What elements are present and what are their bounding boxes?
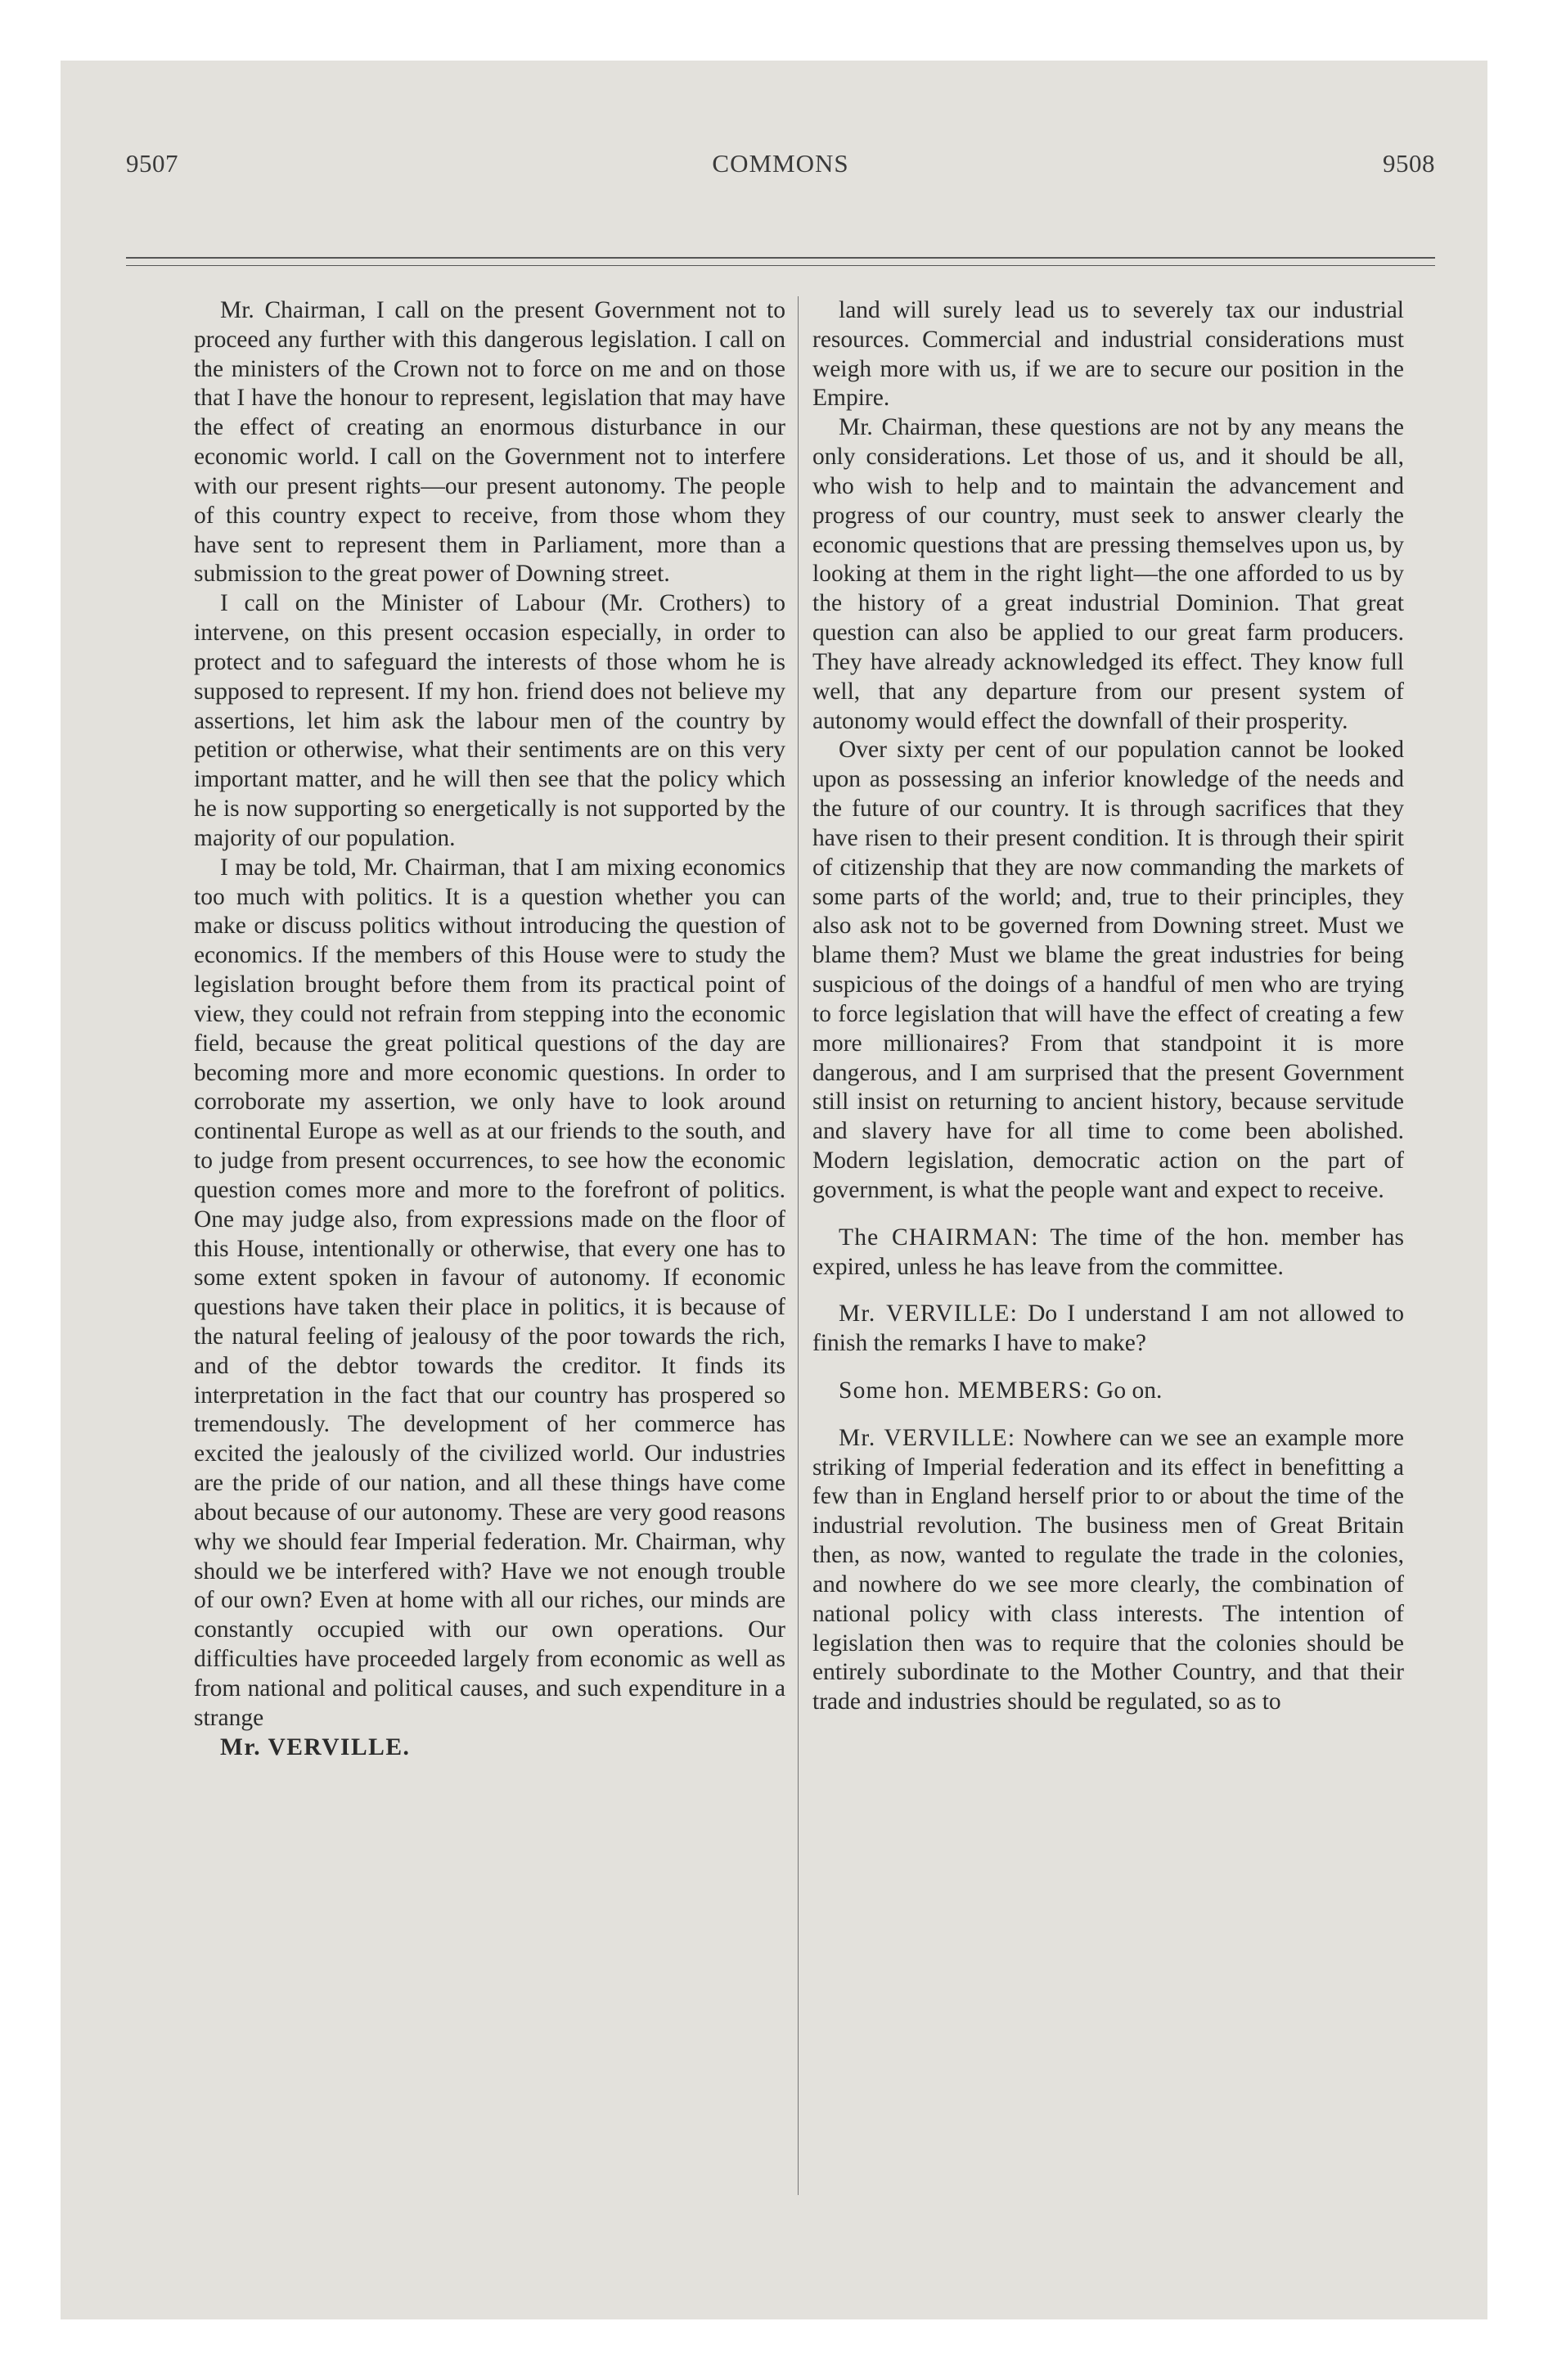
page-number-left: 9507	[126, 149, 178, 178]
speech-verville	[812, 1300, 1404, 1359]
speech-text: The time of the hon. member has expired, unless he has leave from the committee.	[812, 1224, 1404, 1280]
speaker-name: Mr. VERVILLE:	[839, 1424, 1016, 1451]
hansard-page	[126, 133, 1435, 2251]
speaker-name: Some hon. MEMBERS:	[839, 1377, 1091, 1404]
paragraph: land will surely lead us to severely tax our industrial resources. Commercial and industrial considerations must weigh more with us, if we are to secure our position in the Empire.	[812, 297, 1404, 412]
speaker-name: Mr. VERVILLE:	[839, 1300, 1018, 1327]
left-column	[194, 296, 785, 1762]
speech-chairman	[812, 1224, 1404, 1282]
paragraph: Mr. Chairman, I call on the present Government not to proceed any further with this dangerous legislation. I call on the ministers of the Crown not to force on me and on those that I have the honour to represent, legislation that may have the effect of creating an enormous disturbance in our economic world. I call on the Government not to interfere with our present rights—our present autonomy. The people of this country expect to receive, from those whom they have sent to represent them in Parliament, more than a submission to the great power of Downing street.	[194, 297, 785, 588]
scanned-page	[61, 61, 1487, 2319]
paragraph: I call on the Minister of Labour (Mr. Crothers) to intervene, on this present occasion especially, in order to protect and to safeguard the interests of those whom he is supposed to represent. If my hon. friend does not believe my assertions, let him ask the labour men of the country by petition or otherwise, what their sentiments are on this very important matter, and he will then see that the policy which he is now supporting so energetically is not supported by the majority of our population.	[194, 590, 785, 851]
page-number-right: 9508	[1383, 149, 1435, 178]
speech-text: Go on.	[1096, 1377, 1163, 1404]
paragraph: I may be told, Mr. Chairman, that I am mixing economics too much with politics. It is a question whether you can make or discuss politics without introducing the question of economics. If the members of this House were to study the legislation brought before them from its practical point of view, they could not refrain from stepping into the economic field, because the great political questions of the day are becoming more and more economic questions. In order to corroborate my assertion, we only have to look around continental Europe as well as at our friends to the south, and to judge from present occurrences, to see how the economic question comes more and more to the forefront of politics. One may judge also, from expressions made on the floor of this House, intentionally or otherwise, that every one has to some extent spoken in favour of autonomy. If economic questions have taken their place in politics, it is because of the natural feeling of jealousy of the poor towards the rich, and of the debtor towards the creditor. It finds its interpretation in the fact that our country has prospered so tremendously. The development of her commerce has excited the jealously of the civilized world. Our industries are the pride of our nation, and all these things have come about because of our autonomy. These are very good reasons why we should fear Imperial federation. Mr. Chairman, why should we be interfered with? Have we not enough trouble of our own? Even at home with all our riches, our minds are constantly occupied with our own operations. Our difficulties have proceeded largely from economic as well as from national and political causes, and such expenditure in a strange	[194, 854, 785, 1731]
right-column	[812, 296, 1404, 1717]
column-divider	[798, 296, 799, 2195]
speaker-name: The CHAIRMAN:	[839, 1224, 1039, 1251]
paragraph: Over sixty per cent of our population cannot be looked upon as possessing an inferior knowledge of the needs and the future of our country. It is through sacrifices that they have risen to their present condition. It is through their spirit of citizenship that they are now commanding the markets of some parts of the world; and, true to their principles, they also ask not to be governed from Downing street. Must we blame them? Must we blame the great industries for being suspicious of the doings of a handful of men who are trying to force legislation that will have the effect of creating a few more millionaires? From that standpoint it is more dangerous, and I am surprised that the present Government still insist on returning to ancient history, because servitude and slavery have for all time to come been abolished. Modern legislation, democratic action on the part of government, is what the people want and expect to receive.	[812, 737, 1404, 1203]
speech-text: Nowhere can we see an example more striking of Imperial federation and its effect in benefitting a few than in England herself prior to or about the time of the industrial revolution. The business men of Great Britain then, as now, wanted to regulate the trade in the colonies, and nowhere do we see more clearly, the combination of national policy with class interests. The intention of legislation then was to require that the colonies should be entirely subordinate to the Mother Country, and that their trade and industries should be regulated, so as to	[812, 1424, 1405, 1715]
speaker-running-head: Mr. VERVILLE.	[220, 1733, 411, 1760]
speech-members	[812, 1377, 1404, 1406]
header-rule-thin	[126, 265, 1435, 266]
running-title: COMMONS	[712, 149, 849, 178]
speech-verville-continued	[812, 1424, 1404, 1717]
header-rule	[126, 257, 1435, 259]
paragraph: Mr. Chairman, these questions are not by any means the only considerations. Let those of us, and it should be all, who wish to help and to maintain the advancement and progress of our country, must seek to answer clearly the economic questions that are pressing themselves upon us, by looking at them in the right light—the one afforded to us by the history of a great industrial Dominion. That great question can also be applied to our great farm producers. They have already acknowledged its effect. They know full well, that any departure from our present system of autonomy would effect the downfall of their prosperity.	[812, 414, 1404, 734]
speech-text: Do I understand I am not allowed to finish the remarks I have to make?	[812, 1300, 1405, 1357]
